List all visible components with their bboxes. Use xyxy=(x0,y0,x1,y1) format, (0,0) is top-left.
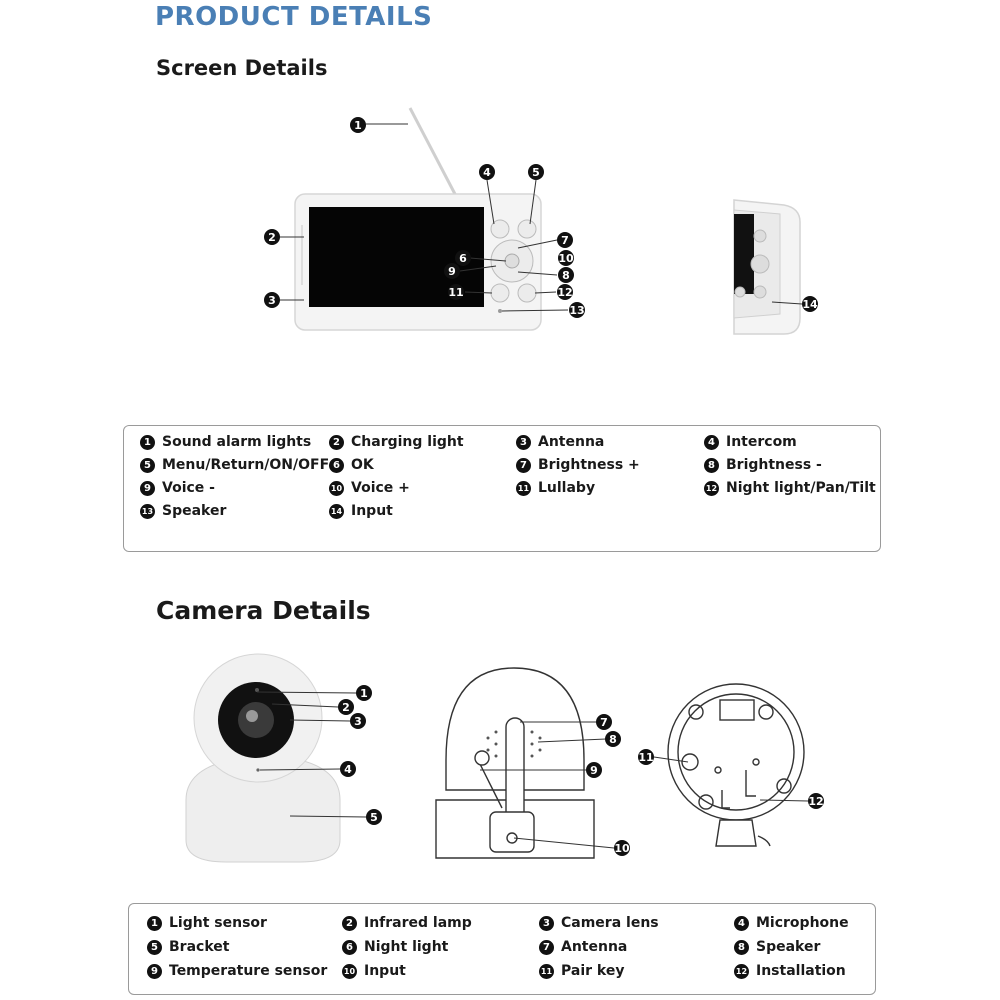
legend-label: Speaker xyxy=(162,503,227,519)
legend-label: Voice - xyxy=(162,480,215,496)
legend-label: Intercom xyxy=(726,434,797,450)
callout-number: 7 xyxy=(561,234,569,247)
legend-label: Sound alarm lights xyxy=(162,434,312,450)
legend-number-badge: 3 xyxy=(539,916,554,931)
legend-number-badge: 7 xyxy=(516,458,531,473)
legend-item xyxy=(539,915,659,931)
callout-number: 2 xyxy=(342,701,350,714)
legend-number-badge: 3 xyxy=(516,435,531,450)
callout-number: 13 xyxy=(569,304,585,317)
callout-number: 12 xyxy=(557,286,573,299)
legend-label: Input xyxy=(364,963,406,979)
legend-number-badge: 11 xyxy=(539,964,554,979)
callout-number: 4 xyxy=(344,763,352,776)
legend-number-badge: 5 xyxy=(147,940,162,955)
callout-number: 9 xyxy=(448,265,456,278)
callout-number: 7 xyxy=(600,716,608,729)
camera-legend-box xyxy=(128,903,876,995)
legend-label: Voice + xyxy=(351,480,410,496)
legend-label: Temperature sensor xyxy=(169,963,328,979)
camera-details-heading: Camera Details xyxy=(156,596,371,625)
legend-label: Bracket xyxy=(169,939,230,955)
legend-item xyxy=(539,963,624,979)
legend-number-badge: 1 xyxy=(140,435,155,450)
legend-number-badge: 4 xyxy=(734,916,749,931)
callout-number: 4 xyxy=(483,166,491,179)
callout-number: 8 xyxy=(562,269,570,282)
legend-label: Infrared lamp xyxy=(364,915,472,931)
callout-number: 2 xyxy=(268,231,276,244)
legend-number-badge: 11 xyxy=(516,481,531,496)
legend-label: Night light/Pan/Tilt xyxy=(726,480,876,496)
screen-details-heading: Screen Details xyxy=(156,56,328,80)
legend-label: Lullaby xyxy=(538,480,596,496)
legend-label: Light sensor xyxy=(169,915,267,931)
legend-number-badge: 6 xyxy=(329,458,344,473)
legend-label: Brightness - xyxy=(726,457,822,473)
legend-label: Speaker xyxy=(756,939,821,955)
legend-number-badge: 10 xyxy=(329,481,344,496)
callout-number: 10 xyxy=(614,842,630,855)
legend-number-badge: 9 xyxy=(140,481,155,496)
legend-label: Menu/Return/ON/OFF xyxy=(162,457,330,473)
legend-number-badge: 9 xyxy=(147,964,162,979)
legend-label: Antenna xyxy=(561,939,628,955)
callout-number: 8 xyxy=(609,733,617,746)
callout-number: 12 xyxy=(808,795,824,808)
legend-label: Camera lens xyxy=(561,915,659,931)
legend-item xyxy=(734,915,849,931)
callout-number: 11 xyxy=(448,286,464,299)
callout-number: 9 xyxy=(590,764,598,777)
legend-number-badge: 8 xyxy=(704,458,719,473)
page-title: PRODUCT DETAILS xyxy=(155,2,433,32)
legend-label: Night light xyxy=(364,939,449,955)
callout-number: 14 xyxy=(802,298,818,311)
legend-item xyxy=(342,963,406,979)
legend-label: Brightness + xyxy=(538,457,640,473)
legend-number-badge: 13 xyxy=(140,504,155,519)
legend-number-badge: 14 xyxy=(329,504,344,519)
callout-number: 5 xyxy=(370,811,378,824)
legend-number-badge: 1 xyxy=(147,916,162,931)
legend-label: Microphone xyxy=(756,915,849,931)
legend-item xyxy=(539,939,627,955)
legend-number-badge: 2 xyxy=(342,916,357,931)
callout-number: 5 xyxy=(532,166,540,179)
legend-item xyxy=(147,939,229,955)
legend-number-badge: 6 xyxy=(342,940,357,955)
legend-number-badge: 10 xyxy=(342,964,357,979)
legend-number-badge: 12 xyxy=(704,481,719,496)
callout-number: 1 xyxy=(360,687,368,700)
legend-number-badge: 5 xyxy=(140,458,155,473)
legend-item xyxy=(147,915,267,931)
camera-bottom-view xyxy=(668,684,804,846)
callout-number: 3 xyxy=(354,715,362,728)
callout-number: 1 xyxy=(354,119,362,132)
legend-item xyxy=(342,939,448,955)
callout-number: 3 xyxy=(268,294,276,307)
legend-item xyxy=(734,963,846,979)
legend-label: Input xyxy=(351,503,393,519)
callout-number: 10 xyxy=(558,252,574,265)
legend-number-badge: 2 xyxy=(329,435,344,450)
legend-label: Charging light xyxy=(351,434,464,450)
legend-number-badge: 8 xyxy=(734,940,749,955)
camera-back-view xyxy=(436,668,594,858)
legend-item xyxy=(734,939,820,955)
legend-number-badge: 7 xyxy=(539,940,554,955)
legend-label: OK xyxy=(351,457,374,473)
legend-number-badge: 4 xyxy=(704,435,719,450)
legend-item xyxy=(342,915,472,931)
legend-label: Installation xyxy=(756,963,846,979)
legend-label: Antenna xyxy=(538,434,605,450)
callout-number: 6 xyxy=(459,252,467,265)
legend-item xyxy=(147,963,327,979)
legend-label: Pair key xyxy=(561,963,625,979)
callout-number: 11 xyxy=(638,751,654,764)
legend-number-badge: 12 xyxy=(734,964,749,979)
camera-front-view xyxy=(186,654,340,862)
